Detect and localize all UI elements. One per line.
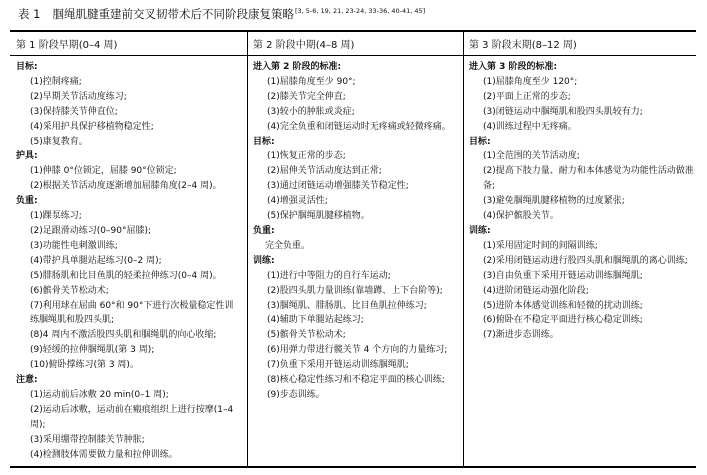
table-title: 腘绳肌腱重建前交叉韧带术后不同阶段康复策略 [52,7,294,21]
list-item: (1)恢复正常的步态; [267,151,346,162]
column-header-stage-1: 第 1 阶段早期(0–4 周) [16,40,118,51]
list-item: (5)髌骨关节松动术; [267,330,346,341]
list-item: (1)伸膝 0°位锁定，屈膝 90°位锁定; [30,166,177,177]
table-caption [18,6,698,22]
list-item: (2)平面上正常的步态; [483,91,571,102]
list-item: (3)通过闭链运动增强膝关节稳定性; [267,181,409,192]
list-item: (7)渐进步态训练。 [483,330,559,341]
list-item: (2)膝关节完全伸直; [267,91,346,102]
list-item: (4)训练过程中无疼痛。 [483,121,577,132]
section-heading: 进入第 2 阶段的标准: [253,62,342,72]
list-item: (2)屈伸关节活动度达到正常; [267,166,382,177]
stage-1-column [16,60,241,462]
section-heading: 训练: [469,225,491,236]
list-item: (2)运动后冰敷，运动前在瘢痕组织上进行按摩(1–4 周); [30,404,234,430]
list-item: (4)带护具单腿站起练习(0–2 周); [30,255,162,266]
list-item: (2)采用闭链运动进行股四头肌和腘绳肌的离心训练; [483,255,688,266]
top-rule [10,30,696,32]
list-item: (1)控制疼痛; [30,76,82,87]
list-item: (2)提高下肢力量、耐力和本体感觉为功能性活动做准备; [483,166,694,192]
list-item: (3)采用绷带控制膝关节肿胀; [30,434,145,445]
section-heading: 目标: [16,62,38,72]
list-item: (10)俯卧撑练习(第 3 周)。 [30,360,139,371]
list-item: (7)利用球在屈曲 60°和 90°下进行次极量稳定性训练腘绳肌和股四头肌; [30,300,234,326]
section-heading: 负重: [253,225,275,236]
list-item: 完全负重。 [265,240,311,251]
list-item: (5)保护腘绳肌腱移植物。 [267,211,370,222]
list-item: (4)检测肢体需要做力量和拉伸训练。 [30,449,178,460]
list-item: (9)轻缓的拉伸腘绳肌(第 3 周); [30,345,155,356]
list-item: (3)较小的肿胀或炎症; [267,106,355,117]
column-divider-1 [247,30,248,467]
list-item: (5)康复教育。 [30,136,88,147]
list-item: (2)根据关节活动度逐渐增加屈膝角度(2–4 周)。 [30,181,222,192]
list-item: (1)全范围的关节活动度; [483,151,580,162]
bottom-rule [10,466,696,468]
list-item: (4)采用护具保护移植物稳定性; [30,121,154,132]
list-item: (6)用弹力带进行髋关节 4 个方向的力量练习; [267,345,448,356]
list-item: (1)屈膝角度至少 90°; [267,76,356,87]
section-heading: 目标: [469,136,491,147]
list-item: (6)俯卧在不稳定平面进行核心稳定训练; [483,315,643,326]
section-heading: 注意: [16,375,38,386]
list-item: (4)增强灵活性; [267,196,328,207]
list-item: (3)闭链运动中腘绳肌和股四头肌较有力; [483,106,643,117]
section-heading: 护具: [16,151,38,162]
list-item: (1)进行中等阻力的自行车运动; [267,270,391,281]
list-item: (2)早期关节活动度练习; [30,91,127,102]
list-item: (3)腘绳肌、腓肠肌、比目鱼肌拉伸练习; [267,300,427,311]
list-item: (4)完全负重和闭链运动时无疼痛或轻微疼痛。 [267,121,451,132]
list-item: (1)屈膝角度至少 120°; [483,76,578,87]
list-item: (2)股四头肌力量训练(靠墙蹲、上下台阶等); [267,285,443,296]
column-header-stage-2: 第 2 阶段中期(4–8 周) [253,40,355,51]
list-item: (4)保护髌股关节。 [483,211,559,222]
list-item: (3)自由负重下采用开链运动训练腘绳肌; [483,270,643,281]
list-item: (2)足跟滑动练习(0–90°屈膝); [30,225,151,236]
list-item: (1)运动前后冰敷 20 min(0–1 周); [30,389,169,400]
table-label: 表 1 [18,7,41,21]
list-item: (3)保持膝关节伸直位; [30,106,118,117]
list-item: (1)踝泵练习; [30,211,82,222]
header-rule [10,55,696,56]
column-header-stage-3: 第 3 阶段末期(8–12 周) [469,40,577,51]
list-item: (8)4 周内不激活股四头肌和腘绳肌的向心收缩; [30,330,217,341]
list-item: (7)负重下采用开链运动训练腘绳肌; [267,360,409,371]
column-divider-2 [463,30,464,467]
list-item: (1)采用固定时间的间隔训练; [483,240,598,251]
list-item: (6)髌骨关节松动术; [30,285,109,296]
section-heading: 训练: [253,255,275,266]
list-item: (5)腓肠肌和比目鱼肌的轻柔拉伸练习(0–4 周)。 [30,270,222,281]
stage-2-column [253,60,458,403]
stage-3-column [469,60,694,343]
table-references: [3, 5-6, 19, 21, 23-24, 33-36, 40-41, 45] [294,7,426,15]
list-item: (8)核心稳定性练习和不稳定平面的核心训练; [267,375,445,386]
section-heading: 进入第 3 阶段的标准: [469,62,558,72]
section-heading: 负重: [16,196,38,207]
list-item: (3)功能性电刺激训练; [30,240,118,251]
list-item: (4)进阶闭链运动强化阶段; [483,285,589,296]
section-heading: 目标: [253,136,275,147]
list-item: (3)避免腘绳肌腱移植物的过度紧张; [483,196,625,207]
list-item: (9)步态训练。 [267,389,325,400]
list-item: (5)进阶本体感觉训练和轻微的扰动训练; [483,300,643,311]
list-item: (4)辅助下单腿站起练习; [267,315,364,326]
